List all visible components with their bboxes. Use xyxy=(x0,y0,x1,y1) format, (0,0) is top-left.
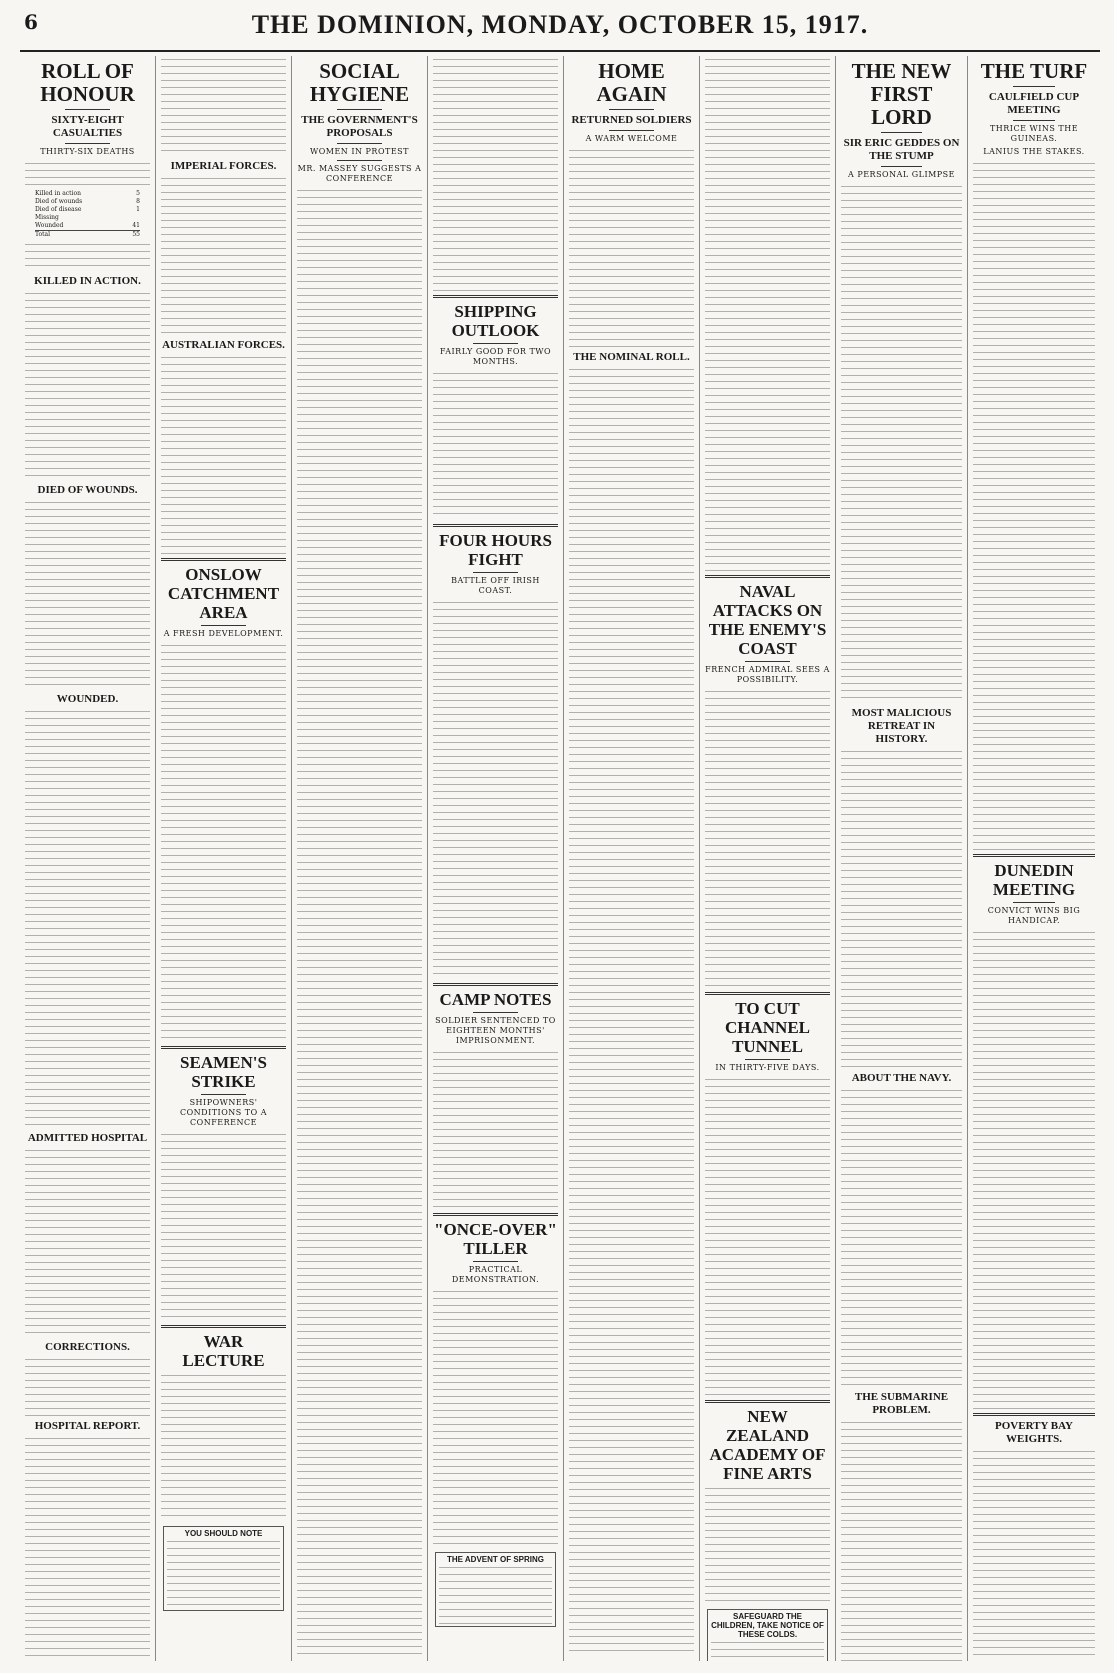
text-block xyxy=(973,160,1095,850)
divider xyxy=(65,143,110,144)
academy-headline: NEW ZEALAND ACADEMY OF FINE ARTS xyxy=(709,1407,826,1483)
first-lord-headline: THE NEW FIRST LORD xyxy=(851,59,952,129)
text-block xyxy=(433,370,558,520)
divider xyxy=(473,572,518,573)
text-block xyxy=(297,187,422,1657)
home-again-headline: HOME AGAIN xyxy=(596,59,667,106)
section-heading: KILLED IN ACTION. xyxy=(34,275,141,287)
four-hours-deck: BATTLE OFF IRISH COAST. xyxy=(451,576,540,595)
casualty-table xyxy=(35,190,140,239)
table-row: Died of disease 1 xyxy=(35,206,140,213)
table-total: Total 55 xyxy=(35,231,140,238)
channel-tunnel-headline: TO CUT CHANNEL TUNNEL xyxy=(724,999,810,1056)
section-heading: WOUNDED. xyxy=(56,693,119,705)
naval-attacks-deck: FRENCH ADMIRAL SEES A POSSIBILITY. xyxy=(705,665,830,684)
text-block xyxy=(161,642,286,1042)
war-lecture-headline: WAR LECTURE xyxy=(182,1332,265,1370)
advertisement: THE ADVENT OF SPRING xyxy=(435,1552,556,1627)
divider xyxy=(433,524,558,527)
text-block xyxy=(161,354,286,554)
dunedin-deck: CONVICT WINS BIG HANDICAP. xyxy=(987,906,1081,925)
seamen-deck: SHIPOWNERS' CONDITIONS TO A CONFERENCE xyxy=(179,1098,268,1127)
text-block xyxy=(161,1372,286,1522)
text-block xyxy=(161,175,286,335)
section-heading: ABOUT THE NAVY. xyxy=(851,1072,952,1084)
first-lord-sub: SIR ERIC GEDDES ON THE STUMP xyxy=(843,137,960,162)
section-heading: CORRECTIONS. xyxy=(45,1341,130,1353)
advertisement: YOU SHOULD NOTE xyxy=(163,1526,284,1611)
column-first-lord xyxy=(836,56,968,1661)
social-hygiene-deck2: MR. MASSEY SUGGESTS A CONFERENCE xyxy=(297,164,422,183)
dunedin-headline: DUNEDIN MEETING xyxy=(992,861,1076,899)
divider xyxy=(201,625,246,626)
turf-deck: THRICE WINS THE GUINEAS. xyxy=(989,124,1079,143)
divider xyxy=(337,143,382,144)
text-block xyxy=(433,599,558,979)
column-lists xyxy=(156,56,292,1661)
text-block xyxy=(973,1448,1095,1661)
divider xyxy=(433,1213,558,1216)
section-heading: THE SUBMARINE PROBLEM. xyxy=(854,1391,949,1416)
section-heading: HOSPITAL REPORT. xyxy=(34,1420,141,1432)
column-shipping xyxy=(428,56,564,1661)
text-block xyxy=(25,1356,150,1416)
channel-tunnel-deck: IN THIRTY-FIVE DAYS. xyxy=(715,1063,820,1072)
divider xyxy=(161,558,286,561)
section-heading: ADMITTED HOSPITAL xyxy=(27,1132,148,1144)
turf-headline: THE TURF xyxy=(980,59,1088,83)
divider xyxy=(973,854,1095,857)
social-hygiene-sub: THE GOVERNMENT'S PROPOSALS xyxy=(301,114,418,139)
tiller-headline: "ONCE-OVER" TILLER xyxy=(434,1220,557,1258)
table-row: Killed in action 5 xyxy=(35,190,140,197)
divider xyxy=(745,1059,790,1060)
home-again-deck: A WARM WELCOME xyxy=(585,134,678,143)
text-block xyxy=(25,1435,150,1661)
text-block xyxy=(161,1131,286,1321)
divider xyxy=(745,661,790,662)
paper-title: THE DOMINION, MONDAY, OCTOBER 15, 1917. xyxy=(251,10,869,39)
column-turf xyxy=(968,56,1100,1661)
shipping-headline: SHIPPING OUTLOOK xyxy=(451,302,540,340)
nominal-roll-list xyxy=(705,56,830,571)
four-hours-headline: FOUR HOURS FIGHT xyxy=(439,531,552,569)
onslow-headline: ONSLOW CATCHMENT AREA xyxy=(167,565,280,622)
camp-notes-deck: SOLDIER SENTENCED TO EIGHTEEN MONTHS' IMPRISONMENT. xyxy=(435,1016,556,1045)
divider xyxy=(705,575,830,578)
divider xyxy=(337,109,382,110)
deaths-deck: THIRTY-SIX DEATHS xyxy=(40,147,135,156)
columns xyxy=(20,56,1100,1661)
text-block xyxy=(705,1076,830,1396)
table-row: Missing xyxy=(35,214,59,221)
onslow-deck: A FRESH DEVELOPMENT. xyxy=(163,629,284,638)
text-block xyxy=(841,183,962,703)
divider xyxy=(433,295,558,298)
column-roll-of-honour xyxy=(20,56,156,1661)
first-lord-deck: A PERSONAL GLIMPSE xyxy=(848,170,955,179)
divider xyxy=(705,1400,830,1403)
divider xyxy=(705,992,830,995)
turf-deck-small: LANIUS THE STAKES. xyxy=(983,147,1085,156)
home-again-sub: RETURNED SOLDIERS xyxy=(571,114,692,126)
text-block xyxy=(841,1087,962,1387)
divider xyxy=(201,1094,246,1095)
text-block xyxy=(433,1049,558,1209)
table-row: Wounded 41 xyxy=(35,222,140,229)
text-block xyxy=(841,748,962,1068)
column-social-hygiene xyxy=(292,56,428,1661)
text-block xyxy=(161,56,286,156)
table-row: Died of wounds 8 xyxy=(35,198,140,205)
column-home-again xyxy=(564,56,700,1661)
text-block xyxy=(705,688,830,988)
divider xyxy=(1013,86,1055,87)
divider xyxy=(881,132,922,133)
text-block xyxy=(841,1419,962,1661)
divider xyxy=(609,130,654,131)
divider xyxy=(161,1046,286,1049)
masthead xyxy=(20,8,1100,52)
section-heading: DIED OF WOUNDS. xyxy=(37,484,138,496)
divider xyxy=(1013,120,1055,121)
tiller-deck: PRACTICAL DEMONSTRATION. xyxy=(451,1265,540,1284)
text-block xyxy=(433,1288,558,1548)
advertisement: SAFEGUARD THE CHILDREN, TAKE NOTICE OF THESE COLDS. xyxy=(707,1609,828,1661)
divider xyxy=(161,1325,286,1328)
text-block xyxy=(25,1147,150,1337)
text-block xyxy=(25,708,150,1128)
nominal-roll-list xyxy=(569,366,694,1656)
social-hygiene-headline: SOCIAL HYGIENE xyxy=(309,59,410,106)
column-naval xyxy=(700,56,836,1661)
section-heading: MOST MALICIOUS RETREAT IN HISTORY. xyxy=(851,707,952,745)
section-heading: IMPERIAL FORCES. xyxy=(170,160,277,172)
divider xyxy=(973,1413,1095,1416)
roll-of-honour-headline: ROLL OF HONOUR xyxy=(40,59,135,106)
divider xyxy=(1013,902,1055,903)
text-block xyxy=(25,499,150,689)
poverty-bay-headline: POVERTY BAY WEIGHTS. xyxy=(995,1420,1073,1445)
divider xyxy=(609,109,654,110)
text-block xyxy=(25,241,150,271)
naval-attacks-headline: NAVAL ATTACKS ON THE ENEMY'S COAST xyxy=(708,582,827,658)
seamen-headline: SEAMEN'S STRIKE xyxy=(180,1053,267,1091)
divider xyxy=(881,166,922,167)
text-block xyxy=(25,290,150,480)
text-block xyxy=(433,56,558,291)
casualties-subhead: SIXTY-EIGHT CASUALTIES xyxy=(51,114,124,139)
turf-sub: CAULFIELD CUP MEETING xyxy=(988,91,1080,116)
page-number: 6 xyxy=(24,10,38,34)
section-heading: AUSTRALIAN FORCES. xyxy=(162,339,285,351)
social-hygiene-deck: WOMEN IN PROTEST xyxy=(309,147,409,156)
section-heading: THE NOMINAL ROLL. xyxy=(573,351,690,363)
divider xyxy=(65,109,110,110)
divider xyxy=(473,343,518,344)
divider xyxy=(473,1012,518,1013)
text-block xyxy=(569,147,694,347)
text-block xyxy=(705,1485,830,1605)
text-block xyxy=(973,929,1095,1409)
shipping-deck: FAIRLY GOOD FOR TWO MONTHS. xyxy=(439,347,552,366)
divider xyxy=(337,160,382,161)
intro-text xyxy=(25,160,150,188)
divider xyxy=(433,983,558,986)
camp-notes-headline: CAMP NOTES xyxy=(439,990,552,1009)
divider xyxy=(473,1261,518,1262)
